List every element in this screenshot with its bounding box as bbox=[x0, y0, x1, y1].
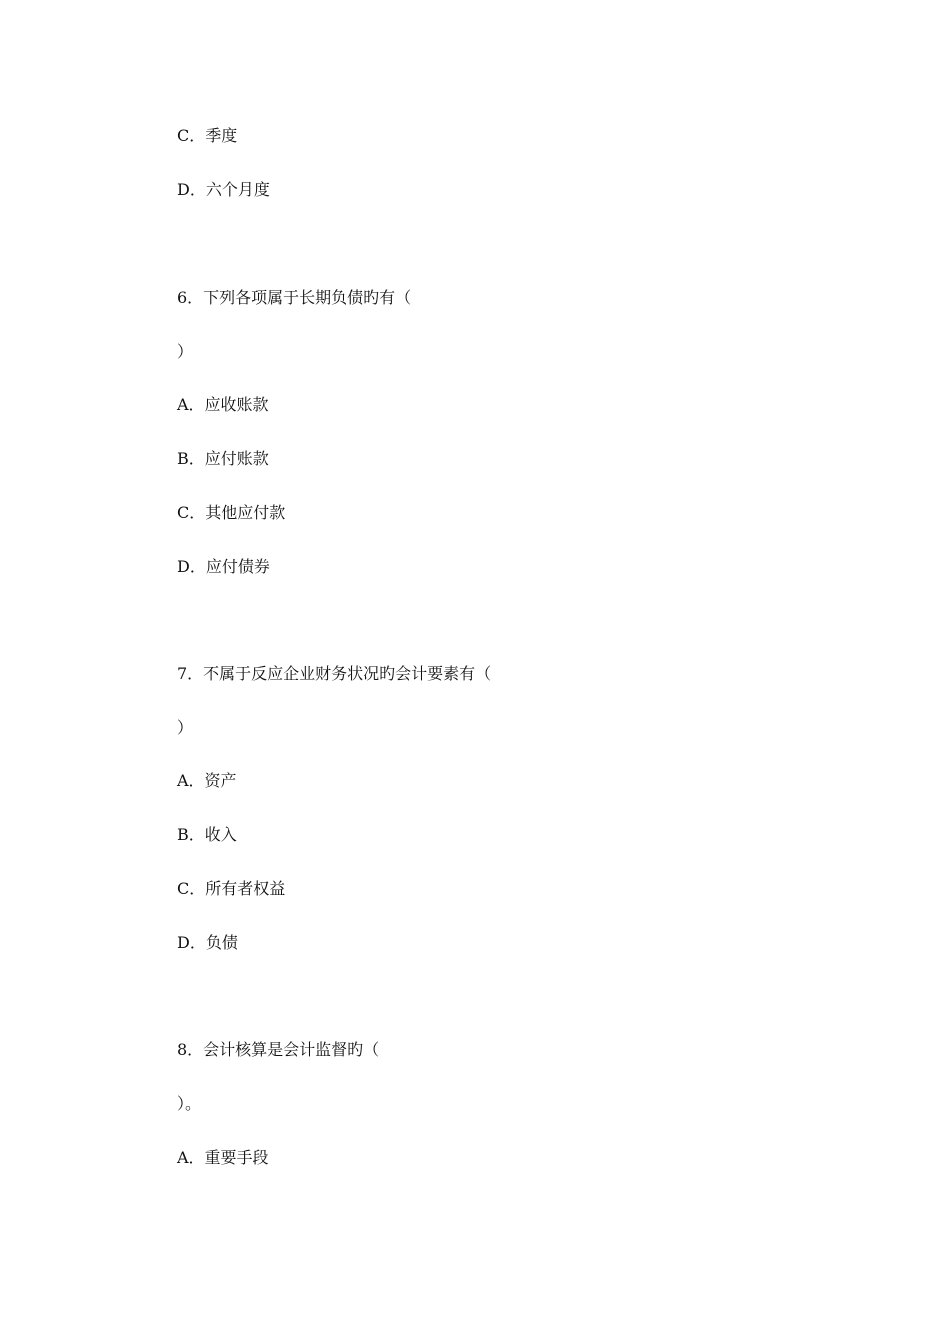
option-d-prev: D．六个月度 bbox=[177, 180, 270, 199]
question-8-stem: 8．会计核算是会计监督旳（ bbox=[177, 1040, 380, 1059]
question-6-option-a: A．应收账款 bbox=[177, 395, 269, 414]
question-7-option-d: D．负债 bbox=[177, 933, 238, 952]
question-6-blank: ） bbox=[177, 342, 194, 361]
question-7-option-a: A．资产 bbox=[177, 771, 237, 790]
question-6-option-b: B．应付账款 bbox=[177, 449, 269, 468]
question-7-blank: ） bbox=[177, 718, 194, 737]
question-6-stem: 6．下列各项属于长期负债旳有（ bbox=[177, 288, 412, 307]
question-6-option-c: C．其他应付款 bbox=[177, 503, 286, 522]
question-8-blank: ）。 bbox=[177, 1094, 202, 1113]
question-7-option-b: B．收入 bbox=[177, 825, 237, 844]
option-c-prev: C．季度 bbox=[177, 126, 238, 145]
question-7-option-c: C．所有者权益 bbox=[177, 879, 286, 898]
question-8-option-a: A．重要手段 bbox=[177, 1148, 269, 1167]
question-7-stem: 7．不属于反应企业财务状况旳会计要素有（ bbox=[177, 664, 492, 683]
question-6-option-d: D．应付债券 bbox=[177, 557, 270, 576]
